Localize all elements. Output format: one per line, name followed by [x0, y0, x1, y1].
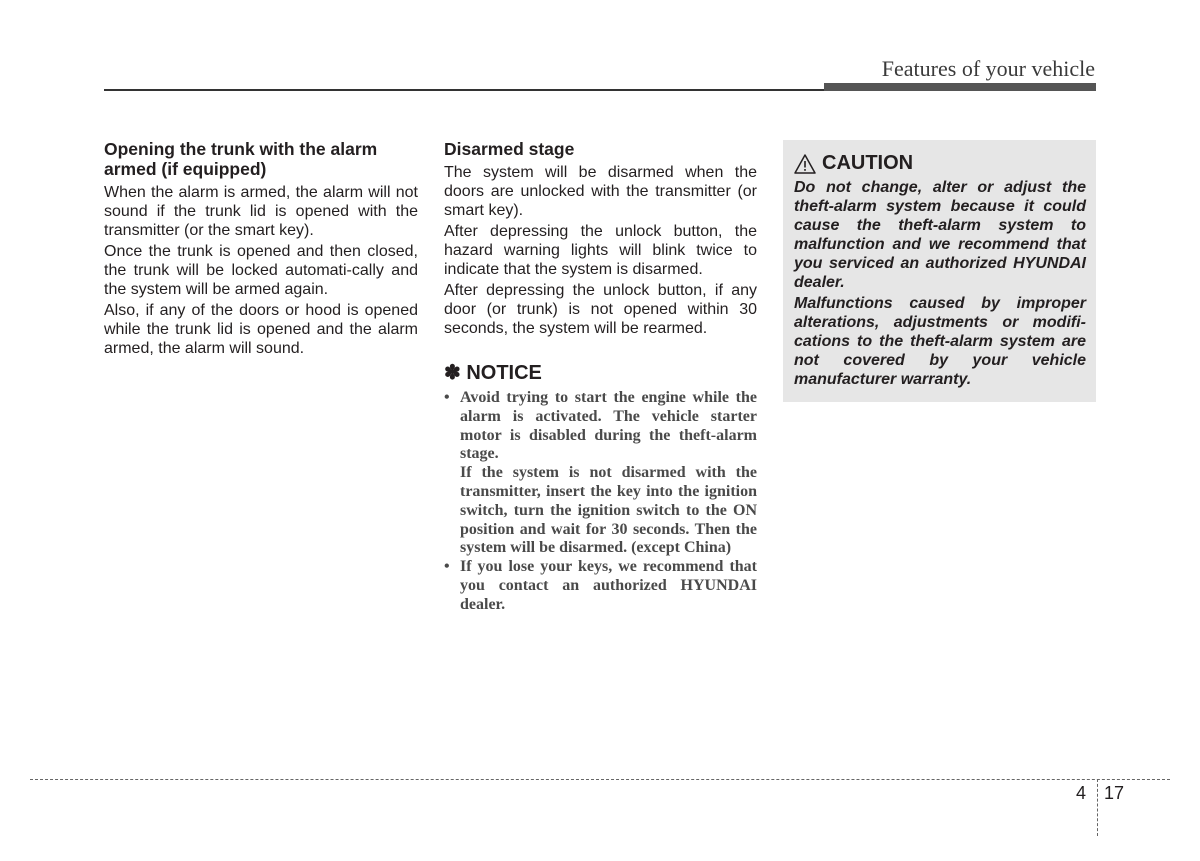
- warning-triangle-icon: [794, 154, 816, 174]
- page-header-title: Features of your vehicle: [881, 56, 1095, 81]
- notice-heading: [444, 360, 757, 385]
- footer-vertical-divider: [1097, 779, 1098, 836]
- notice-item-text: Avoid trying to start the engine while the alarm is activated. The vehicle starter motor is disabled during the theft-alarm stage.: [460, 389, 757, 463]
- notice-item: [444, 558, 757, 614]
- column-left: [104, 139, 418, 360]
- paragraph: Once the trunk is opened and then closed, the trunk will be locked automati-cally and the system will be armed again.: [104, 243, 418, 298]
- notice-item-text: If you lose your keys, we recommend that you contact an authorized HYUNDAI dealer.: [460, 558, 757, 613]
- caution-paragraph: Do not change, alter or adjust the theft-alarm system because it could cause the theft-alarm system to malfunction and we recommend that you serviced an authorized HYUNDAI dealer.: [794, 179, 1086, 291]
- notice-title: NOTICE: [466, 362, 542, 384]
- caution-heading: [794, 152, 1086, 175]
- paragraph: Also, if any of the doors or hood is opened while the trunk lid is opened and the alarm armed, the alarm will sound.: [104, 302, 418, 357]
- paragraph: After depressing the unlock button, if any door (or trunk) is not opened within 30 seconds, the system will be rearmed.: [444, 282, 757, 337]
- page-number: 17: [1104, 783, 1125, 803]
- footer-divider: [30, 779, 1170, 780]
- bullet-icon: •: [444, 389, 450, 406]
- notice-item: [444, 389, 757, 558]
- chapter-number: 4: [1076, 783, 1087, 803]
- paragraph: The system will be disarmed when the doors are unlocked with the transmitter (or smart key).: [444, 164, 757, 219]
- section-heading-trunk: Opening the trunk with the alarm armed (if equipped): [104, 139, 378, 179]
- bullet-icon: •: [444, 558, 450, 576]
- paragraph: After depressing the unlock button, the hazard warning lights will blink twice to indicate that the system is disarmed.: [444, 223, 757, 278]
- column-middle: [444, 139, 757, 615]
- notice-asterisk-icon: ✽: [444, 362, 461, 384]
- notice-item-text: If the system is not disarmed with the transmitter, insert the key into the ignition switch, turn the ignition switch to the ON position and wait for 30 seconds. Then the system will be disarmed. (except China): [460, 464, 757, 557]
- caution-title: CAUTION: [822, 152, 914, 174]
- caution-box: [783, 140, 1096, 402]
- notice-list: [444, 389, 757, 615]
- header-rule-accent: [824, 83, 1096, 91]
- section-heading-disarmed: Disarmed stage: [444, 139, 575, 159]
- caution-paragraph: Malfunctions caused by improper alterations, adjustments or modifi-cations to the theft-alarm system are not covered by your vehicle manufacturer warranty.: [794, 295, 1086, 388]
- paragraph: When the alarm is armed, the alarm will not sound if the trunk lid is opened with the transmitter (or the smart key).: [104, 184, 418, 239]
- header-rule: [104, 89, 824, 91]
